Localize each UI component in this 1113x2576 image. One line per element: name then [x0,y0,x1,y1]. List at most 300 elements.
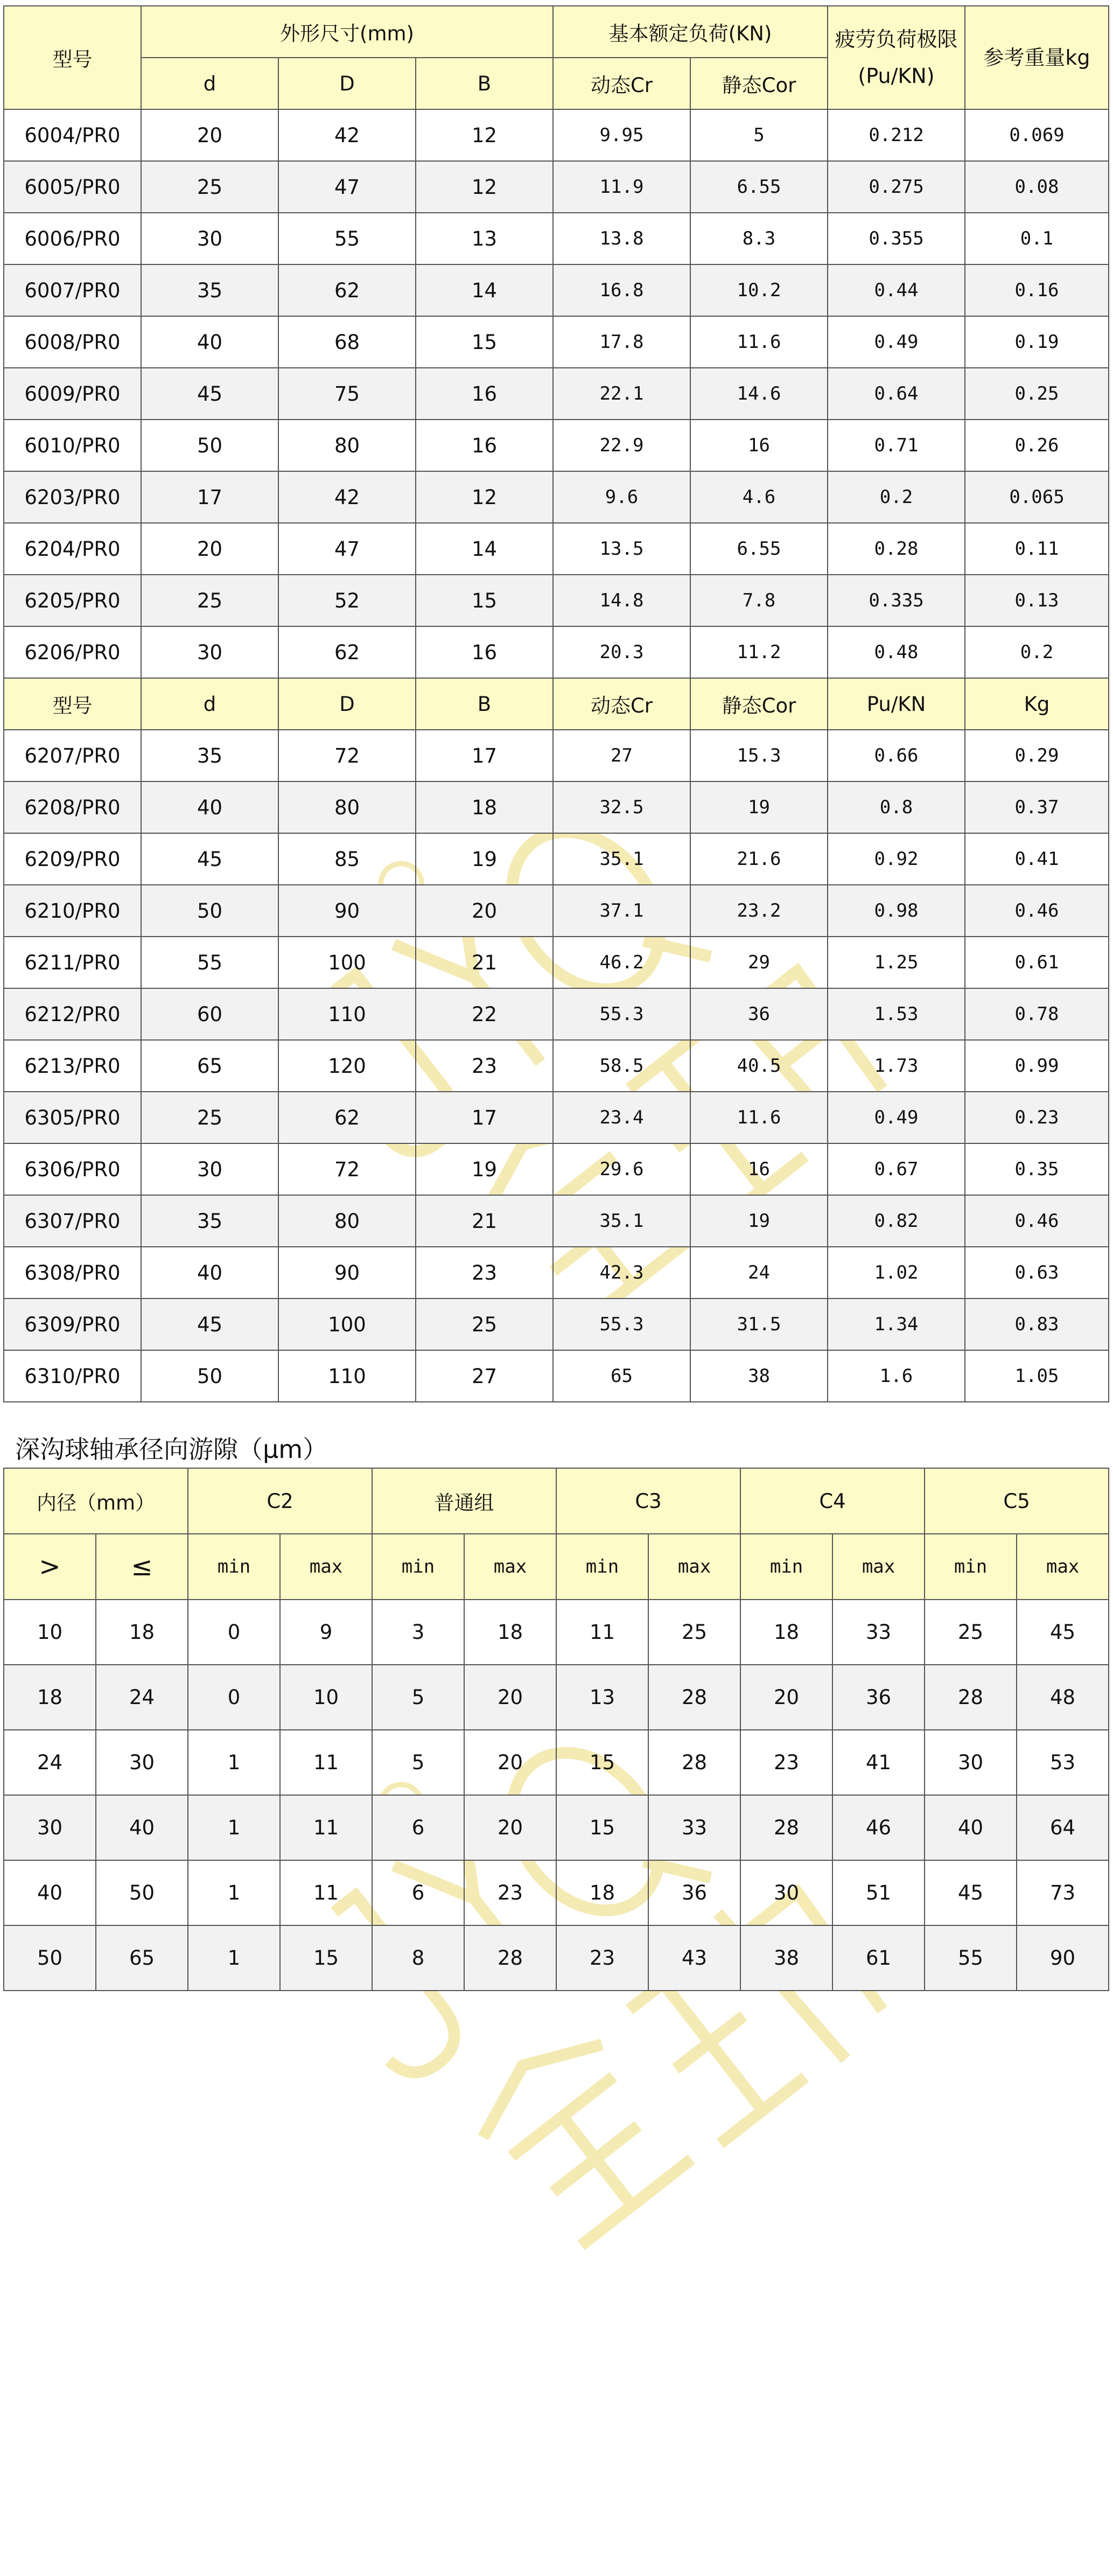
table-cell: 35.1 [553,833,690,885]
table-cell: 11.6 [690,1092,828,1143]
table-cell: 15 [280,1925,372,1991]
table-cell: 18 [740,1600,832,1665]
table-cell: 29 [690,937,828,988]
col-header-max: max [832,1534,925,1600]
table-cell: 6004/PR0 [4,109,141,161]
table-cell: 11 [280,1730,372,1795]
table-cell: 25 [141,161,278,213]
table-cell: 55.3 [553,988,690,1040]
table-cell: 17 [141,471,278,523]
table-cell: 25 [416,1299,553,1350]
table-cell: 51 [832,1860,925,1925]
table-cell: 45 [141,368,278,420]
table-cell: 35.1 [553,1195,690,1247]
table-cell: 23 [416,1040,553,1092]
table-cell: 45 [925,1860,1017,1925]
table-cell: 6206/PR0 [4,626,141,678]
table-cell: 35 [141,1195,278,1247]
table-row [4,213,1109,264]
table-cell: 32.5 [553,781,690,833]
table-cell: 1 [188,1730,280,1795]
table-cell: 40 [141,316,278,368]
table-cell: 13 [556,1665,648,1730]
table-cell: 110 [278,1350,416,1402]
table-cell: 55.3 [553,1299,690,1350]
table-cell: 25 [141,1092,278,1143]
table-cell: 0.25 [965,368,1109,420]
table-cell: 0.11 [965,523,1109,575]
table-cell: 0.29 [965,730,1109,781]
table-cell: 37.1 [553,885,690,937]
col-header-min: min [740,1534,832,1600]
table-cell: 0.13 [965,575,1109,626]
table-row [4,1092,1109,1143]
table-cell: 6 [372,1795,464,1860]
table-cell: 42.3 [553,1247,690,1299]
table-cell: 47 [278,161,416,213]
table-row [4,1730,1109,1795]
table-row [4,1350,1109,1402]
table-cell: 1.73 [828,1040,965,1092]
table-cell: 0.41 [965,833,1109,885]
table-cell: 30 [925,1730,1017,1795]
col-header-max: max [648,1534,740,1600]
table-cell: 53 [1017,1730,1109,1795]
table-cell: 43 [648,1925,740,1991]
col-header-c3: C3 [556,1468,740,1534]
table-cell: 45 [141,833,278,885]
clearance-rows [4,1600,1109,1991]
table-cell: 6306/PR0 [4,1143,141,1195]
clearance-subheader-row [4,1534,1109,1600]
table-cell: 0 [188,1600,280,1665]
table-cell: 11.2 [690,626,828,678]
table-cell: 9.6 [553,471,690,523]
table-cell: 11.6 [690,316,828,368]
table-cell: 0.8 [828,781,965,833]
table-row [4,1600,1109,1665]
table-cell: 6211/PR0 [4,937,141,988]
clearance-table-title: 深沟球轴承径向游隙（μm） [15,1435,328,1464]
table-cell: 0.065 [965,471,1109,523]
col-header-le: ≤ [96,1534,188,1600]
table-cell: 7.8 [690,575,828,626]
table-cell: 19 [690,781,828,833]
col-header-min: min [556,1534,648,1600]
mid-header-static: 静态Cor [690,678,828,730]
table-cell: 40 [141,1247,278,1299]
table-cell: 1.34 [828,1299,965,1350]
table-cell: 16 [690,420,828,471]
table-cell: 36 [648,1860,740,1925]
table-cell: 0.275 [828,161,965,213]
table-cell: 0.335 [828,575,965,626]
mid-header-B: B [416,678,553,730]
mid-header-dynamic: 动态Cr [553,678,690,730]
col-header-max: max [280,1534,372,1600]
table-cell: 20 [141,109,278,161]
table-cell: 40 [925,1795,1017,1860]
table-cell: 0.2 [828,471,965,523]
table-cell: 30 [740,1860,832,1925]
table-cell: 65 [96,1925,188,1991]
table-cell: 22.1 [553,368,690,420]
table-row [4,471,1109,523]
table-cell: 36 [832,1665,925,1730]
table-cell: 30 [141,1143,278,1195]
table-cell: 46 [832,1795,925,1860]
table-cell: 110 [278,988,416,1040]
table-cell: 13.5 [553,523,690,575]
table-cell: 45 [141,1299,278,1350]
table-cell: 0.35 [965,1143,1109,1195]
table-cell: 17 [416,1092,553,1143]
col-header-min: min [925,1534,1017,1600]
col-header-dimensions: 外形尺寸(mm) [141,6,553,58]
table-cell: 0.67 [828,1143,965,1195]
table-cell: 25 [648,1600,740,1665]
table-cell: 40.5 [690,1040,828,1092]
table-cell: 19 [416,1143,553,1195]
table-cell: 31.5 [690,1299,828,1350]
table-cell: 72 [278,1143,416,1195]
table-row [4,988,1109,1040]
table-row [4,1795,1109,1860]
table-row [4,575,1109,626]
table-cell: 28 [740,1795,832,1860]
table-cell: 24 [4,1730,96,1795]
table-cell: 4.6 [690,471,828,523]
table-cell: 0.99 [965,1040,1109,1092]
table-cell: 0.46 [965,885,1109,937]
table-cell: 80 [278,420,416,471]
table-cell: 13.8 [553,213,690,264]
table-cell: 20 [464,1665,556,1730]
table-cell: 11.9 [553,161,690,213]
table-cell: 55 [141,937,278,988]
table-cell: 58.5 [553,1040,690,1092]
table-cell: 6210/PR0 [4,885,141,937]
table-cell: 1.02 [828,1247,965,1299]
table-row [4,1860,1109,1925]
clearance-table [3,1468,1109,1991]
table-cell: 23 [556,1925,648,1991]
table-cell: 6308/PR0 [4,1247,141,1299]
table-cell: 52 [278,575,416,626]
table-cell: 20 [464,1730,556,1795]
table-cell: 0.069 [965,109,1109,161]
table-cell: 1 [188,1925,280,1991]
table-row [4,1665,1109,1730]
table-cell: 18 [416,781,553,833]
table-cell: 48 [1017,1665,1109,1730]
table-cell: 1.53 [828,988,965,1040]
mid-header-row [4,678,1109,730]
table-cell: 100 [278,937,416,988]
table-row [4,316,1109,368]
table-cell: 85 [278,833,416,885]
table-cell: 65 [141,1040,278,1092]
col-header-load: 基本额定负荷(KN) [553,6,828,58]
table-row [4,833,1109,885]
table-cell: 10.2 [690,264,828,316]
table-row [4,730,1109,781]
table-cell: 10 [280,1665,372,1730]
table-cell: 6005/PR0 [4,161,141,213]
table-cell: 62 [278,1092,416,1143]
table-cell: 120 [278,1040,416,1092]
mid-header-model: 型号 [4,678,141,730]
table-cell: 24 [690,1247,828,1299]
table-cell: 0.16 [965,264,1109,316]
table-cell: 6204/PR0 [4,523,141,575]
table-cell: 1.25 [828,937,965,988]
table-cell: 33 [832,1600,925,1665]
table-cell: 20 [416,885,553,937]
table-cell: 30 [4,1795,96,1860]
table-cell: 28 [648,1665,740,1730]
table-cell: 47 [278,523,416,575]
table-cell: 23.2 [690,885,828,937]
table-row [4,1040,1109,1092]
table-cell: 6006/PR0 [4,213,141,264]
table-cell: 0 [188,1665,280,1730]
table-cell: 16.8 [553,264,690,316]
col-header-gt: > [4,1534,96,1600]
table-cell: 50 [141,1350,278,1402]
col-header-c4: C4 [740,1468,925,1534]
spec-rows-b [4,730,1109,1402]
col-header-bore: 内径（mm） [4,1468,188,1534]
table-cell: 20 [740,1665,832,1730]
table-cell: 35 [141,730,278,781]
clearance-header-row [4,1468,1109,1534]
table-cell: 24 [96,1665,188,1730]
table-cell: 38 [690,1350,828,1402]
mid-header-d: d [141,678,278,730]
col-header-B: B [416,58,553,109]
col-header-c5: C5 [925,1468,1109,1534]
table-cell: 33 [648,1795,740,1860]
table-cell: 50 [141,420,278,471]
col-header-min: min [188,1534,280,1600]
table-cell: 40 [4,1860,96,1925]
table-row [4,781,1109,833]
table-cell: 28 [648,1730,740,1795]
table-cell: 0.71 [828,420,965,471]
table-cell: 42 [278,471,416,523]
table-cell: 6208/PR0 [4,781,141,833]
table-cell: 20 [464,1795,556,1860]
table-row [4,1247,1109,1299]
table-cell: 14 [416,523,553,575]
table-cell: 64 [1017,1795,1109,1860]
table-cell: 6305/PR0 [4,1092,141,1143]
table-cell: 23 [740,1730,832,1795]
table-cell: 18 [464,1600,556,1665]
table-cell: 6.55 [690,161,828,213]
table-cell: 0.1 [965,213,1109,264]
table-cell: 6309/PR0 [4,1299,141,1350]
table-cell: 62 [278,626,416,678]
table-row [4,1925,1109,1991]
table-row [4,1299,1109,1350]
table-row [4,523,1109,575]
table-cell: 35 [141,264,278,316]
table-cell: 0.19 [965,316,1109,368]
col-header-model: 型号 [4,6,141,109]
col-header-dynamic: 动态Cr [553,58,690,109]
table-cell: 0.49 [828,316,965,368]
table-cell: 62 [278,264,416,316]
table-cell: 65 [553,1350,690,1402]
table-cell: 6008/PR0 [4,316,141,368]
table-cell: 22.9 [553,420,690,471]
table-cell: 15 [556,1795,648,1860]
table-cell: 18 [96,1600,188,1665]
table-cell: 28 [925,1665,1017,1730]
table-cell: 30 [141,626,278,678]
table-cell: 21 [416,937,553,988]
table-cell: 27 [553,730,690,781]
table-cell: 25 [925,1600,1017,1665]
col-header-D: D [278,58,416,109]
table-cell: 29.6 [553,1143,690,1195]
table-cell: 20.3 [553,626,690,678]
table-cell: 55 [925,1925,1017,1991]
table-cell: 14.6 [690,368,828,420]
table-cell: 17.8 [553,316,690,368]
table-cell: 5 [690,109,828,161]
table-cell: 73 [1017,1860,1109,1925]
table-cell: 36 [690,988,828,1040]
table-row [4,1195,1109,1247]
table-row [4,109,1109,161]
table-cell: 6009/PR0 [4,368,141,420]
table-cell: 0.63 [965,1247,1109,1299]
table-cell: 23 [416,1247,553,1299]
table-cell: 28 [464,1925,556,1991]
col-header-min: min [372,1534,464,1600]
table-cell: 15 [416,316,553,368]
table-cell: 23 [464,1860,556,1925]
table-cell: 41 [832,1730,925,1795]
table-cell: 6007/PR0 [4,264,141,316]
col-header-static: 静态Cor [690,58,828,109]
table-cell: 19 [416,833,553,885]
table-cell: 6307/PR0 [4,1195,141,1247]
col-header-d: d [141,58,278,109]
col-header-c2: C2 [188,1468,372,1534]
table-cell: 20 [141,523,278,575]
table-cell: 5 [372,1730,464,1795]
table-cell: 1.6 [828,1350,965,1402]
table-cell: 0.83 [965,1299,1109,1350]
table-cell: 14 [416,264,553,316]
bearing-spec-table [3,5,1109,1402]
table-cell: 90 [278,1247,416,1299]
table-cell: 50 [96,1860,188,1925]
table-cell: 14.8 [553,575,690,626]
table-cell: 80 [278,1195,416,1247]
table-cell: 50 [141,885,278,937]
col-header-normal: 普通组 [372,1468,556,1534]
table-cell: 1.05 [965,1350,1109,1402]
table-cell: 80 [278,781,416,833]
table-cell: 6 [372,1860,464,1925]
table-cell: 61 [832,1925,925,1991]
table-cell: 100 [278,1299,416,1350]
table-row [4,937,1109,988]
table-cell: 1 [188,1795,280,1860]
table-cell: 75 [278,368,416,420]
header-row [4,6,1109,58]
table-cell: 9 [280,1600,372,1665]
table-cell: 27 [416,1350,553,1402]
table-cell: 8 [372,1925,464,1991]
table-cell: 0.08 [965,161,1109,213]
table-cell: 0.78 [965,988,1109,1040]
table-cell: 18 [556,1860,648,1925]
table-cell: 21 [416,1195,553,1247]
table-cell: 0.2 [965,626,1109,678]
table-cell: 0.26 [965,420,1109,471]
table-cell: 0.66 [828,730,965,781]
table-cell: 0.355 [828,213,965,264]
table-cell: 15 [556,1730,648,1795]
table-cell: 0.92 [828,833,965,885]
col-header-weight: 参考重量kg [965,6,1109,109]
table-cell: 45 [1017,1600,1109,1665]
table-cell: 12 [416,471,553,523]
mid-header-D: D [278,678,416,730]
table-cell: 30 [141,213,278,264]
table-cell: 6203/PR0 [4,471,141,523]
table-cell: 21.6 [690,833,828,885]
table-row [4,264,1109,316]
table-cell: 16 [416,420,553,471]
table-cell: 11 [280,1795,372,1860]
table-cell: 0.82 [828,1195,965,1247]
table-cell: 6212/PR0 [4,988,141,1040]
table-cell: 16 [690,1143,828,1195]
mid-header-weight: Kg [965,678,1109,730]
table-cell: 0.37 [965,781,1109,833]
table-cell: 0.61 [965,937,1109,988]
table-cell: 15.3 [690,730,828,781]
table-cell: 6.55 [690,523,828,575]
table-cell: 55 [278,213,416,264]
table-cell: 90 [278,885,416,937]
table-cell: 22 [416,988,553,1040]
mid-header-fatigue: Pu/KN [828,678,965,730]
table-cell: 46.2 [553,937,690,988]
table-cell: 23.4 [553,1092,690,1143]
table-cell: 16 [416,626,553,678]
table-cell: 5 [372,1665,464,1730]
table-cell: 40 [96,1795,188,1860]
col-header-max: max [1017,1534,1109,1600]
table-cell: 12 [416,109,553,161]
table-cell: 0.48 [828,626,965,678]
table-cell: 17 [416,730,553,781]
table-cell: 9.95 [553,109,690,161]
table-row [4,161,1109,213]
table-cell: 0.98 [828,885,965,937]
table-cell: 3 [372,1600,464,1665]
table-cell: 38 [740,1925,832,1991]
table-row [4,368,1109,420]
